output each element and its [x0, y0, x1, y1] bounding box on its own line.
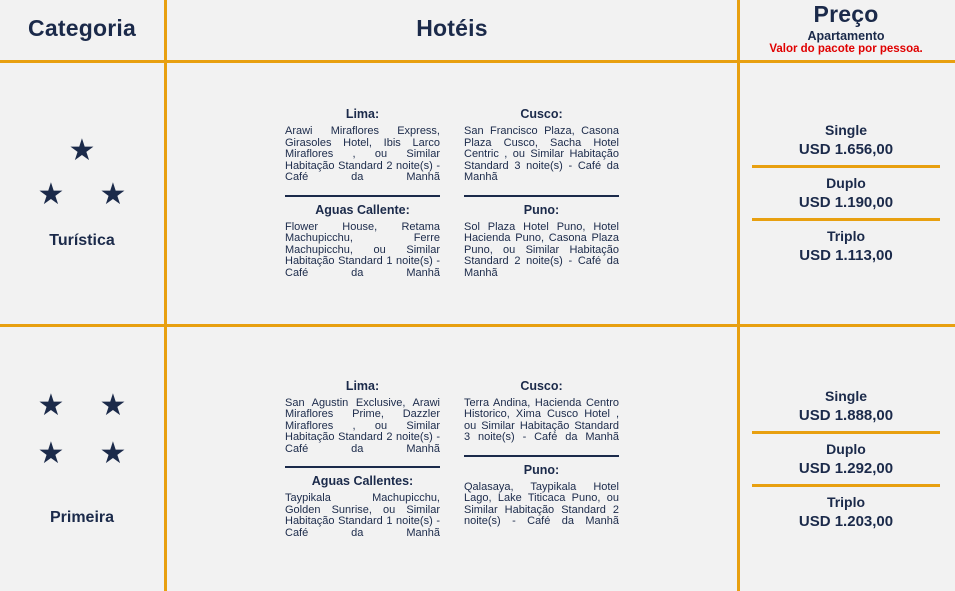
- star-icon: ★: [99, 436, 127, 470]
- price-option: [752, 431, 940, 484]
- hotels-grid: [285, 379, 619, 540]
- hotels-grid: [285, 107, 619, 279]
- hotel-city-name: Aguas Callentes:: [311, 474, 414, 489]
- hotels-cell: [167, 327, 740, 591]
- table-row: [0, 63, 955, 327]
- hotel-description: Terra Andina, Hacienda Centro Historico, Xima Cusco Hotel , ou Similar Habitação Standard 3 noite(s) - Café da Manhã: [464, 396, 619, 444]
- price-content: [740, 327, 952, 591]
- header-category-title: Categoria: [28, 15, 136, 42]
- header-cell-price: [740, 0, 952, 60]
- price-cell: [740, 63, 952, 324]
- hotel-description: Sol Plaza Hotel Puno, Hotel Hacienda Puno, Casona Plaza Puno, ou Similar Habitação Standard 2 noite(s) - Café da Manhã: [464, 220, 619, 279]
- header-price-note: Valor do pacote por pessoa.: [769, 42, 923, 55]
- hotels-content: [167, 327, 737, 591]
- header-price-title: Preço: [813, 0, 879, 27]
- price-value: USD 1.656,00: [798, 141, 894, 159]
- hotel-city-name: Puno:: [523, 462, 560, 477]
- hotel-city-name: Cusco:: [520, 107, 563, 122]
- star-icon: ★: [68, 134, 96, 168]
- hotel-city-name: Lima:: [345, 378, 380, 393]
- category-star-rating: [17, 388, 147, 487]
- category-content: [0, 327, 164, 591]
- hotel-block: [464, 195, 619, 280]
- price-value: USD 1.203,00: [798, 512, 894, 530]
- price-type-label: Duplo: [826, 440, 866, 457]
- header-price-group: [740, 1, 952, 55]
- category-cell: [0, 327, 167, 591]
- table-row: [0, 327, 955, 591]
- price-value: USD 1.190,00: [798, 194, 894, 212]
- hotels-column-right: [464, 107, 619, 279]
- category-cell: [0, 63, 167, 324]
- hotel-block: [285, 195, 440, 280]
- hotel-description: Qalasaya, Taypikala Hotel Lago, Lake Titicaca Puno, ou Similar Habitação Standard 2 noite(s) - Café da Manhã: [464, 480, 619, 528]
- category-label: Primeira: [49, 508, 115, 526]
- hotel-block: [464, 455, 619, 528]
- price-type-label: Triplo: [826, 228, 866, 245]
- header-cell-hotels: [167, 0, 740, 60]
- header-cell-category: [0, 0, 167, 60]
- price-type-label: Single: [824, 122, 867, 139]
- price-content: [740, 63, 952, 324]
- hotels-content: [167, 63, 737, 324]
- star-icon: ★: [99, 388, 127, 422]
- hotels-column-right: [464, 379, 619, 540]
- price-type-label: Triplo: [826, 493, 866, 510]
- price-value: USD 1.292,00: [798, 459, 894, 477]
- hotels-column-left: [285, 107, 440, 279]
- price-option: [752, 218, 940, 271]
- hotel-city-name: Cusco:: [520, 378, 563, 393]
- hotel-city-name: Puno:: [523, 202, 560, 217]
- star-icon: ★: [37, 388, 65, 422]
- hotel-city-name: Lima:: [345, 107, 380, 122]
- price-cell: [740, 327, 952, 591]
- price-option: [752, 484, 940, 537]
- header-hotels-title: Hotéis: [416, 15, 488, 42]
- hotel-description: San Agustin Exclusive, Arawi Miraflores Prime, Dazzler Miraflores , ou Similar Habitação Standard 2 noite(s) - Café da Manhã: [285, 396, 440, 455]
- price-value: USD 1.113,00: [799, 247, 893, 265]
- price-type-label: Single: [824, 387, 867, 404]
- hotel-description: San Francisco Plaza, Casona Plaza Cusco, Sacha Hotel Centric , ou Similar Habitação Standard 3 noite(s) - Café da Manhã: [464, 125, 619, 184]
- price-value: USD 1.888,00: [798, 406, 894, 424]
- price-option: [752, 381, 940, 431]
- hotel-block: [285, 466, 440, 539]
- price-option: [752, 115, 940, 165]
- category-label: Turística: [49, 232, 115, 250]
- hotels-column-left: [285, 379, 440, 540]
- hotel-block: [464, 107, 619, 184]
- star-icon: ★: [37, 436, 65, 470]
- hotel-city-name: Aguas Callente:: [315, 202, 410, 217]
- hotels-cell: [167, 63, 740, 324]
- category-content: [0, 63, 164, 324]
- hotel-description: Taypikala Machupicchu, Golden Sunrise, ou Similar Habitação Standard 1 noite(s) - Café da Manhã: [285, 492, 440, 539]
- hotel-block: [464, 379, 619, 444]
- price-option: [752, 165, 940, 218]
- hotel-block: [285, 107, 440, 184]
- hotel-block: [285, 379, 440, 456]
- table-header-row: [0, 0, 955, 63]
- star-icon: ★: [37, 178, 65, 212]
- header-price-subtitle: Apartamento: [807, 28, 885, 43]
- hotel-description: Arawi Miraflores Express, Girasoles Hotel, Ibis Larco Miraflores , ou Similar Habitação Standard 2 noite(s) - Café da Manhã: [285, 125, 440, 184]
- price-type-label: Duplo: [826, 175, 866, 192]
- star-icon: ★: [99, 178, 127, 212]
- category-star-rating: [17, 136, 147, 210]
- hotel-description: Flower House, Retama Machupicchu, Ferre Machupicchu, ou Similar Habitação Standard 1 noite(s) - Café da Manhã: [285, 220, 440, 279]
